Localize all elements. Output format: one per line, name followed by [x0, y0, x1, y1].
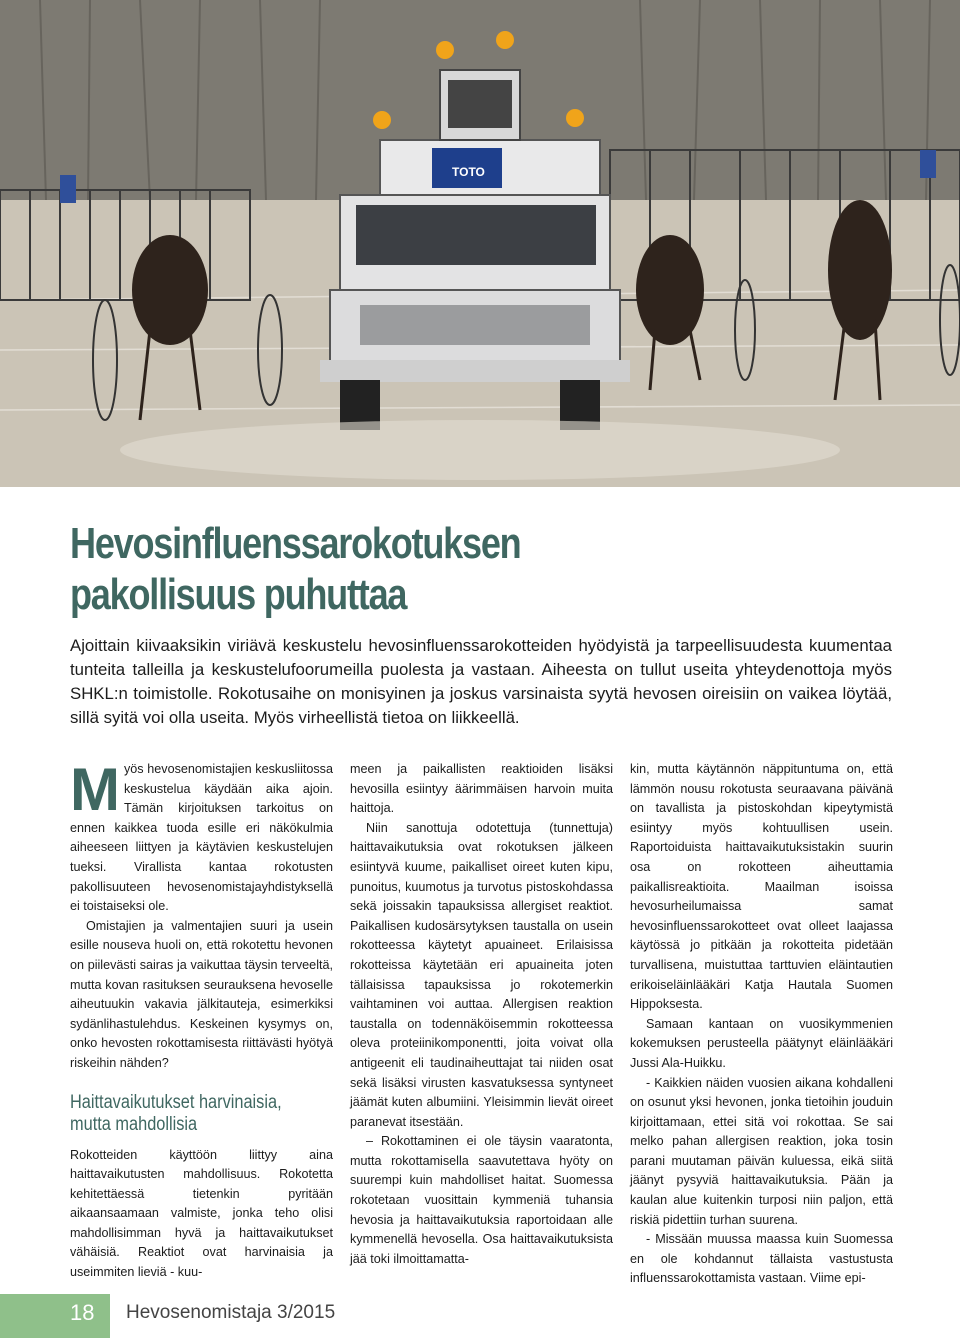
paragraph: kin, mutta käytännön näppituntuma on, että lämmön nousu rokotusta seuraavana päivänä on tavallista ja pistoskohdan kipeytymistä esiintyy myös kohtuullisen usein. Raportoiduista haittavaikutuksistakin suurin osa on rokotteen aiheuttamia paikallisreaktioita. Maailman isoissa hevosurheilumaissa samat hevosinfluenssarokotteet ovat olleet laajassa käytössä jo pitkään ja rokotteita pidetään turvallisena, muistuttaa tarttuvien eläintautien erikoiseläinlääkäri Katja Hautala Suomen Hippoksesta.	[630, 762, 893, 1012]
magazine-issue: Hevosenomistaja 3/2015	[126, 1302, 336, 1323]
headline-line1: Hevosinfluenssarokotuksen	[70, 519, 521, 568]
subheading-line1: Haittavaikutukset harvinaisia,	[70, 1091, 282, 1113]
paragraph: Rokotteiden käyttöön liittyy aina haittavaikutusten mahdollisuus. Rokotetta kehitettäessä tietenkin pyritään aikaansaamaan valmiste, jonka teho olisi mahdollisimman hyvä ja haittavaikutukset vähäisiä. Reaktiot ovat harvinaisia ja useimmiten lieviä - kuu-	[70, 1147, 333, 1280]
paragraph: - Missään muussa maassa kuin Suomessa en ole kohdannut tällaista vastustusta influenssarokottamista vastaan. Viime epi-	[630, 1232, 893, 1286]
page-number: 18	[70, 1300, 95, 1325]
drop-cap: M	[70, 756, 120, 823]
article-lead: Ajoittain kiivaaksikin viriävä keskustelu hevosinfluenssarokotteiden hyödyistä ja tarpeellisuudesta kuumentaa tunteita talleilla ja keskustelufoorumeilla puolesta ja vastaan. Aiheesta on tullut useita yhteydenottoja myös SHKL:n toimistolle. Rokotusaihe on monisyinen ja joskus varsinaista syytä hevosen oireisiin on vaikea löytää, sillä syitä voi olla useita. Myös virheellistä tietoa on liikkeellä.	[70, 636, 892, 727]
column-2	[350, 760, 613, 1269]
toto-sign: TOTO	[452, 165, 485, 179]
paragraph-text: yös hevosenomistajien keskusliitossa keskustelua käydään aika ajoin. Tämän kirjoituksen tarkoitus on ennen kaikkea tuoda esille eri näkökulmia aiheeseen liittyen ja käytävien keskustelujen tueksi. Virallista kantaa rokotusten pakollisuuteen hevosenomistajayhdistyksellä ei toistaiseksi ole.	[70, 762, 333, 914]
headline-line2: pakollisuus puhuttaa	[70, 570, 407, 619]
paragraph: Niin sanottuja odotettuja (tunnettuja) haittavaikutuksia ovat rokotuksen jälkeen esiintyvä kuume, paikalliset oireet kuten kipu, punoitus, kuumotus ja turvotus pistoskohdassa sekä joissakin tapauksissa allergiset reaktiot. Paikallisen kudosärsytyksen taustalla on usein rokotteessa käytetyt apuaineet. Erilaisissa rokotteissa käytetään eri apuaineita joten tällaisissa tapauksissa jo rokotemerkin vaihtaminen voi auttaa. Allergisen reaktion taustalla on todennäköisemmin rokotteessa oleva proteiinikomponentti, joita voivat olla antigeenit eli taudinaiheuttajat tai niiden osat sekä lisäksi virusten kasvatuksessa syntyneet jäämät kuten albumiini. Yleisimmin lievät oireet paranevat itsestään.	[350, 820, 613, 1129]
paragraph: - Kaikkien näiden vuosien aikana kohdalleni on osunut yksi hevonen, jonka tietoihin jouduin kirjoittamaan, ettei sitä voi rokottaa. Se sai melko pahan allergisen reaktion, joka tosin parani muutaman päivän kuluessa, eikä siitä jäänyt pysyviä haittavaikutuksia. Pään ja kaulan alue kuitenkin turposi niin paljon, että riskiä pidettiin turhan suurena.	[630, 1075, 893, 1227]
hero-photo	[0, 0, 960, 487]
column-1	[70, 756, 333, 1283]
article-headline	[70, 518, 742, 620]
paragraph: meen ja paikallisten reaktioiden lisäksi hevosilla esiintyy äärimmäisen harvoin muita haittoja.	[350, 762, 613, 816]
subheading	[70, 1092, 328, 1136]
paragraph: Samaan kantaan on vuosikymmenien kokemuksen perusteella päätynyt eläinlääkäri Jussi Ala-Huikku.	[630, 1016, 893, 1070]
column-3	[630, 760, 893, 1289]
subheading-line2: mutta mahdollisia	[70, 1113, 198, 1135]
paragraph: – Rokottaminen ei ole täysin vaaratonta, mutta rokottamisella saavutettava hyöty on suurempi kuin mahdolliset haitat. Suomessa rokotetaan vuosittain kymmeniä tuhansia hevosia ja haittavaikutuksia raportoidaan alle kymmenellä hevosella. Osa haittavaikutuksista jää toki ilmoittamatta-	[350, 1134, 613, 1266]
harness-racing-start-car-photo-icon	[0, 0, 960, 487]
paragraph	[70, 756, 333, 917]
paragraph: Omistajien ja valmentajien suuri ja usein esille nouseva huoli on, että rokotettu hevonen on piilevästi sairas ja vaikuttaa täysin terveeltä, mutta kovan rasituksen seurauksena hevoselle aiheutuukin vakavia jälkitauteja, esimerkiksi sydänlihastulehdus. Keskeinen kysymys on, onko hevosten rokottamisesta riittävästi hyötyä riskeihin nähden?	[70, 918, 333, 1070]
